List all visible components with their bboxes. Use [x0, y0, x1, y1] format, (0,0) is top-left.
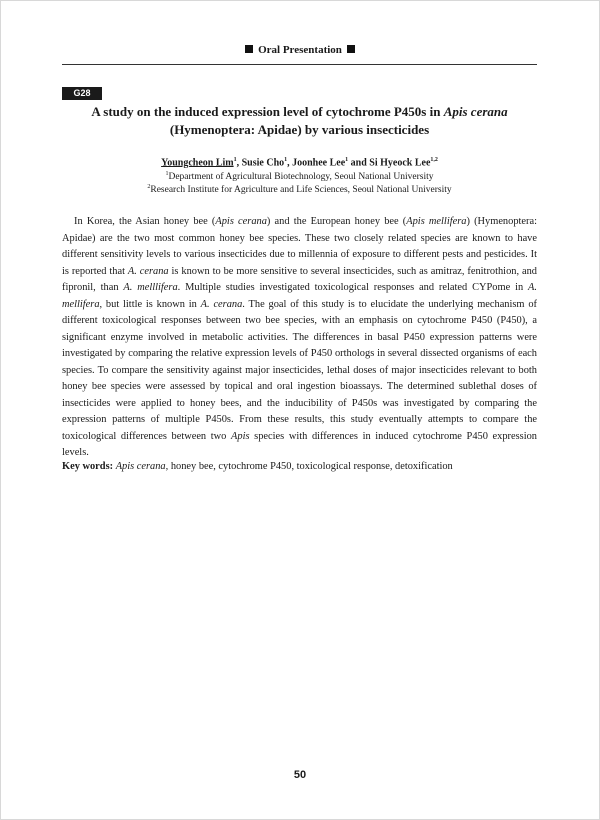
abstract-text: ) and the European honey bee ( — [266, 216, 407, 227]
abstract-text: , but little is known in — [99, 298, 201, 310]
abstract-text: is known to be more sensitive to several insecticides, such as amitraz, fenitrothion, and fipronil, than — [62, 265, 537, 293]
title-text-line2: (Hymenoptera: Apidae) by various insecticides — [169, 122, 430, 137]
abstract-text: species with differences in induced cytochrome P450 expression levels. — [62, 430, 537, 458]
affiliation-mark: 1 — [165, 171, 169, 177]
square-bullet-icon — [347, 45, 355, 53]
author-affiliation-mark: 1 — [284, 157, 288, 163]
abstract-text: . Multiple studies investigated toxicological responses and related CYPome in — [177, 282, 529, 293]
species-name: A. melllifera — [123, 282, 178, 293]
author-separator: , — [236, 157, 242, 169]
abstract-body — [62, 214, 537, 462]
affiliation-text: Research Institute for Agriculture and Life Sciences, Seoul National University — [150, 185, 452, 196]
author-separator: , — [287, 157, 293, 169]
section-header-label: Oral Presentation — [258, 44, 342, 56]
author-affiliation-mark: 1 — [345, 157, 349, 163]
affiliation-text: Department of Agricultural Biotechnology, Seoul National University — [168, 172, 434, 183]
keywords-species: Apis cerana, — [115, 461, 169, 472]
abstract-text: . The goal of this study is to elucidate the underlying mechanism of different toxicological responses between two bee species, with an emphasis on cytochrome P450 (P450), a significant enzyme involved in metabolic activities. The differences in basal P450 expression patterns were investigated by comparing the relative expression levels of P450 orthologs in several dissected organisms of each species. To compare the sensitivity against major insecticides, lethal doses of major insecticides relevant to both honey bee species were assessed by topical and oral ingestion bioassays. The determined sublethal doses of insecticides were applied to honey bees, and the inducibility of P450s was investigated by comparing the expression patterns of multiple P450s. From these results, this study eventually attempts to compare the toxicological differences between two — [62, 298, 537, 442]
author-affiliation-mark: 1 — [233, 157, 237, 163]
keywords-list: honey bee, cytochrome P450, toxicological response, detoxification — [168, 461, 453, 472]
species-name: Apis mellifera — [406, 216, 467, 227]
affiliation-2 — [62, 181, 537, 197]
header-divider — [62, 64, 537, 65]
section-header — [0, 44, 600, 56]
species-name: A. cerana — [200, 298, 243, 310]
title-text: A study on the induced expression level of cytochrome P450s in — [91, 104, 444, 119]
species-name: Apis cerana — [215, 216, 267, 227]
page-number: 50 — [293, 769, 307, 781]
affiliation-mark: 2 — [147, 184, 151, 190]
keywords-line — [62, 459, 537, 475]
author-name: Si Hyeock Lee — [369, 157, 431, 169]
abstract-text: In Korea, the Asian honey bee ( — [74, 216, 216, 227]
keywords-label: Key words: — [62, 461, 114, 472]
species-name: Apis — [231, 430, 250, 442]
square-bullet-icon — [245, 45, 253, 53]
author-name: Susie Cho — [241, 157, 285, 169]
author-separator: and — [348, 157, 370, 169]
title-species: Apis cerana — [443, 104, 508, 119]
author-name: Joonhee Lee — [292, 157, 346, 169]
species-name: A. cerana — [127, 265, 169, 277]
paper-title — [62, 103, 537, 139]
author-name: Youngcheon Lim — [161, 157, 234, 169]
abstract-code-badge: G28 — [62, 87, 102, 100]
species-name: A. mellifera — [62, 282, 537, 310]
author-affiliation-mark: 1,2 — [430, 157, 438, 163]
abstract-text: ) (Hymenoptera: Apidae) are the two most common honey bee species. These two closely related species are known to have different sensitivity levels to various insecticides due to millennia of exposure to different pests and pesticides. It is reported that — [62, 216, 537, 277]
